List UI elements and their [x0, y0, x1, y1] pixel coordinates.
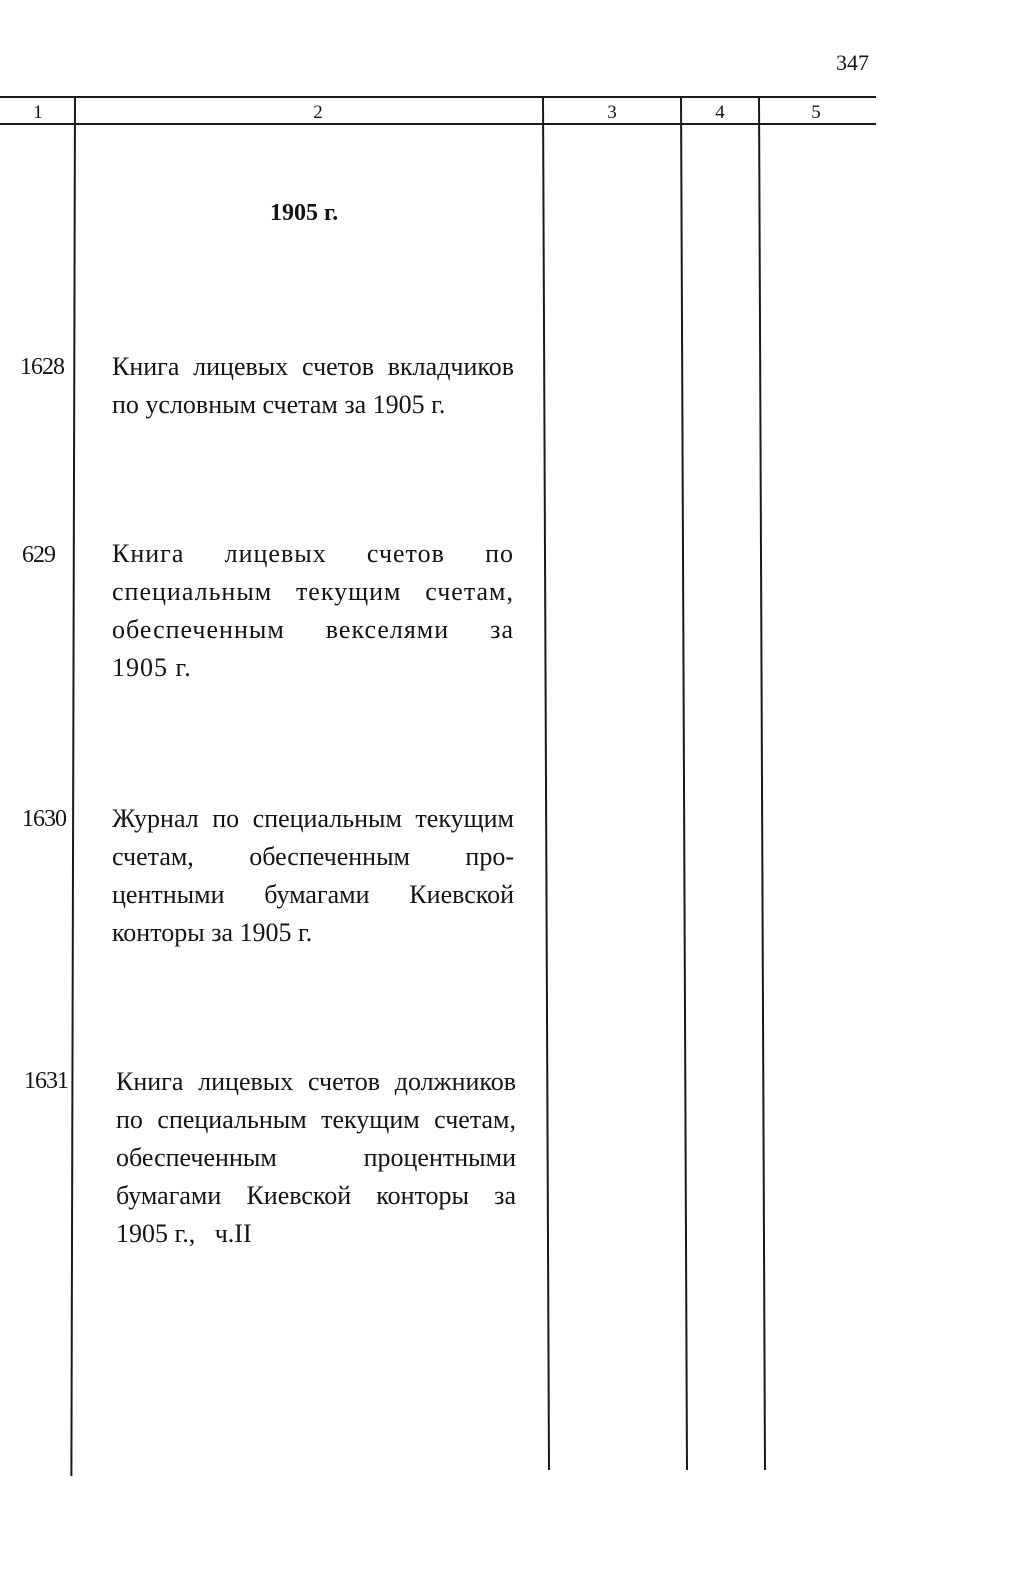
column-divider-4-5 — [758, 96, 766, 1470]
table-header-border — [0, 123, 876, 125]
entry-line: 1905 г. — [112, 653, 192, 682]
column-header-1: 1 — [33, 102, 43, 123]
entry-description — [112, 535, 514, 687]
column-header-5: 5 — [811, 102, 821, 123]
table-top-border — [0, 96, 876, 98]
entry-line: 1905 г., ч.II — [116, 1219, 252, 1248]
entry-description — [112, 800, 514, 952]
column-header-2: 2 — [313, 102, 323, 123]
entry-line: Книга лицевых счетов должников — [116, 1067, 516, 1096]
entry-description — [112, 348, 514, 424]
entry-line: обеспеченным векселями за — [112, 615, 514, 644]
section-year-heading: 1905 г. — [270, 200, 339, 226]
entry-line: по специальным текущим счетам, — [116, 1105, 516, 1134]
entry-line: специальным текущим счетам, — [112, 577, 514, 606]
entry-line: бумагами Киевской конторы за — [116, 1181, 516, 1210]
entry-number: 629 — [22, 542, 55, 568]
entry-description — [116, 1063, 516, 1253]
entry-line: счетам, обеспеченным про- — [112, 842, 514, 871]
entry-number: 1630 — [22, 806, 66, 832]
page-number: 347 — [836, 50, 869, 75]
entry-line: конторы за 1905 г. — [112, 918, 313, 947]
entry-line: Книга лицевых счетов по — [112, 539, 514, 568]
column-divider-1-2 — [70, 96, 76, 1476]
column-header-4: 4 — [715, 102, 725, 123]
entry-line: Журнал по специальным текущим — [112, 804, 514, 833]
entry-line: по условным счетам за 1905 г. — [112, 390, 446, 419]
entry-number: 1628 — [20, 354, 64, 380]
entry-line: Книга лицевых счетов вкладчиков — [112, 352, 514, 381]
column-divider-3-4 — [680, 96, 688, 1470]
entry-line: центными бумагами Киевской — [112, 880, 514, 909]
column-divider-2-3 — [542, 96, 550, 1470]
entry-number: 1631 — [24, 1068, 68, 1094]
column-header-3: 3 — [607, 102, 617, 123]
entry-line: обеспеченным процентными — [116, 1143, 516, 1172]
